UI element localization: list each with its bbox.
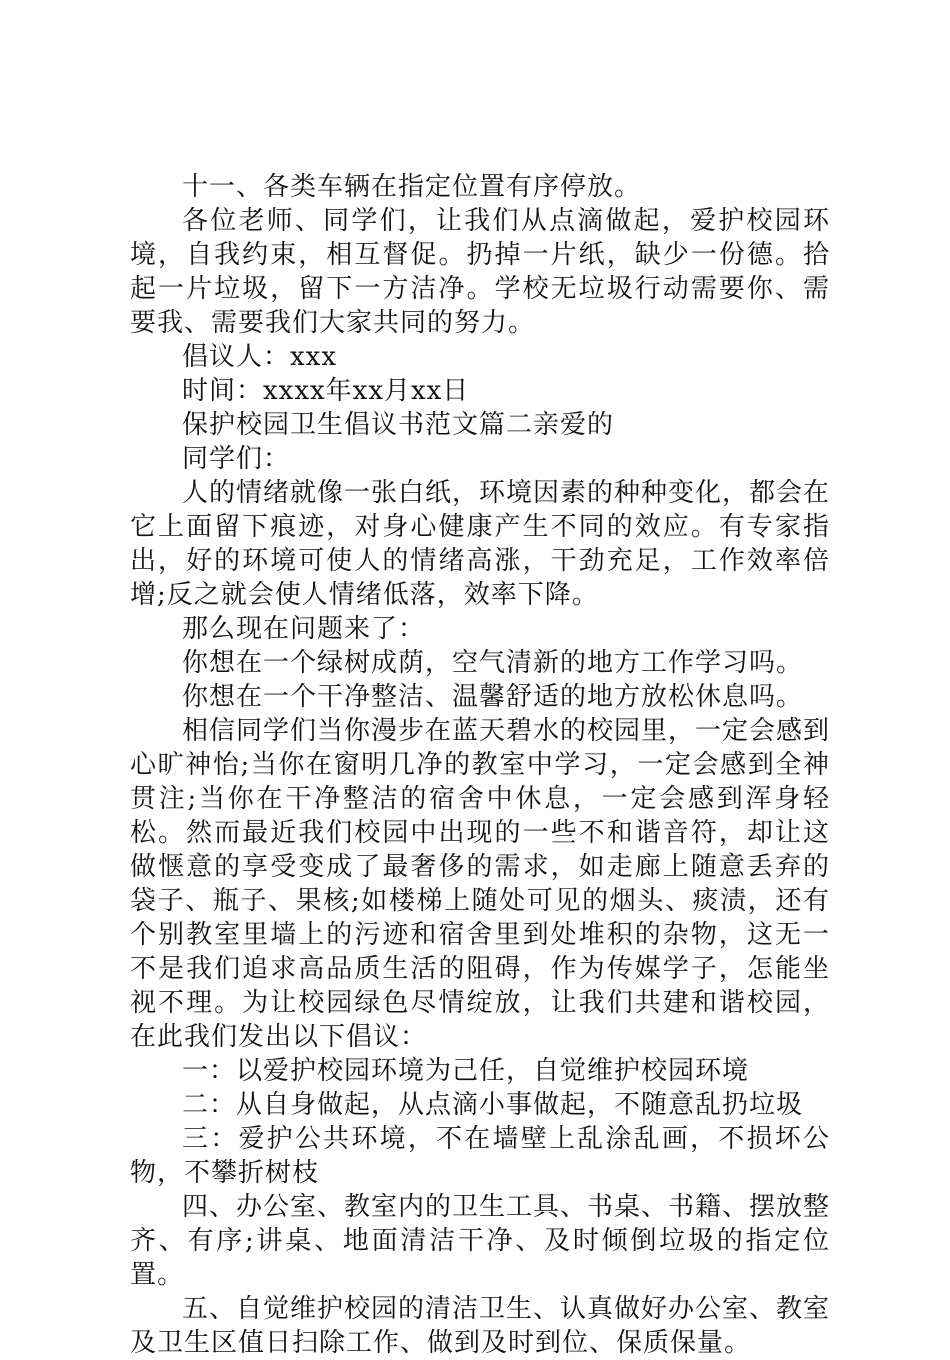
paragraph-campus: 相信同学们当你漫步在蓝天碧水的校园里，一定会感到心旷神怡;当你在窗明几净的教室中学习，一定会感到全神贯注;当你在干净整洁的宿舍中休息，一定会感到浑身轻松。然而最近我们校园中出现的一些不和谐音符，却让这做惬意的享受变成了最奢侈的需求，如走廊上随意丢弃的袋子、瓶子、果核;如楼梯上随处可见的烟头、痰渍，还有个别教室里墙上的污迹和宿舍里到处堆积的杂物，这无一不是我们追求高品质生活的阻碍，作为传媒学子，怎能坐视不理。为让校园绿色尽情绽放，让我们共建和谐校园，在此我们发出以下倡议： (130, 716, 831, 1052)
paragraph-vehicles: 十一、各类车辆在指定位置有序停放。 (182, 172, 642, 202)
paragraph-initiator: 倡议人：xxx (182, 342, 337, 372)
paragraph-salutation: 同学们： (182, 444, 291, 474)
paragraph-date: 时间：xxxx年xx月xx日 (182, 376, 470, 406)
paragraph-question-2: 你想在一个干净整洁、温馨舒适的地方放松休息吗。 (182, 682, 804, 712)
paragraph-mood: 人的情绪就像一张白纸，环境因素的种种变化，都会在它上面留下痕迹，对身心健康产生不同的效应。有专家指出，好的环境可使人的情绪高涨，干劲充足，工作效率倍增;反之就会使人情绪低落，效率下降。 (130, 478, 831, 610)
proposal-item-3: 三：爱护公共环境，不在墙壁上乱涂乱画，不损坏公物，不攀折树枝 (130, 1124, 830, 1188)
proposal-item-4: 四、办公室、教室内的卫生工具、书桌、书籍、摆放整齐、有序;讲桌、地面清洁干净、及时倾倒垃圾的指定位置。 (130, 1192, 831, 1290)
paragraph-section-title: 保护校园卫生倡议书范文篇二亲爱的 (182, 410, 615, 440)
proposal-item-2: 二：从自身做起，从点滴小事做起，不随意乱扔垃圾 (182, 1090, 804, 1120)
document-body (130, 170, 830, 1360)
paragraph-appeal: 各位老师、同学们，让我们从点滴做起，爱护校园环境，自我约束，相互督促。扔掉一片纸，缺少一份德。拾起一片垃圾，留下一方洁净。学校无垃圾行动需要你、需要我、需要我们大家共同的努力。 (130, 206, 830, 338)
proposal-item-1: 一：以爱护校园环境为己任，自觉维护校园环境 (182, 1056, 750, 1086)
proposal-item-5: 五、自觉维护校园的清洁卫生、认真做好办公室、教室及卫生区值日扫除工作、做到及时到位、保质保量。 (130, 1294, 831, 1358)
paragraph-question-intro: 那么现在问题来了： (182, 614, 426, 644)
paragraph-question-1: 你想在一个绿树成荫，空气清新的地方工作学习吗。 (182, 648, 804, 678)
